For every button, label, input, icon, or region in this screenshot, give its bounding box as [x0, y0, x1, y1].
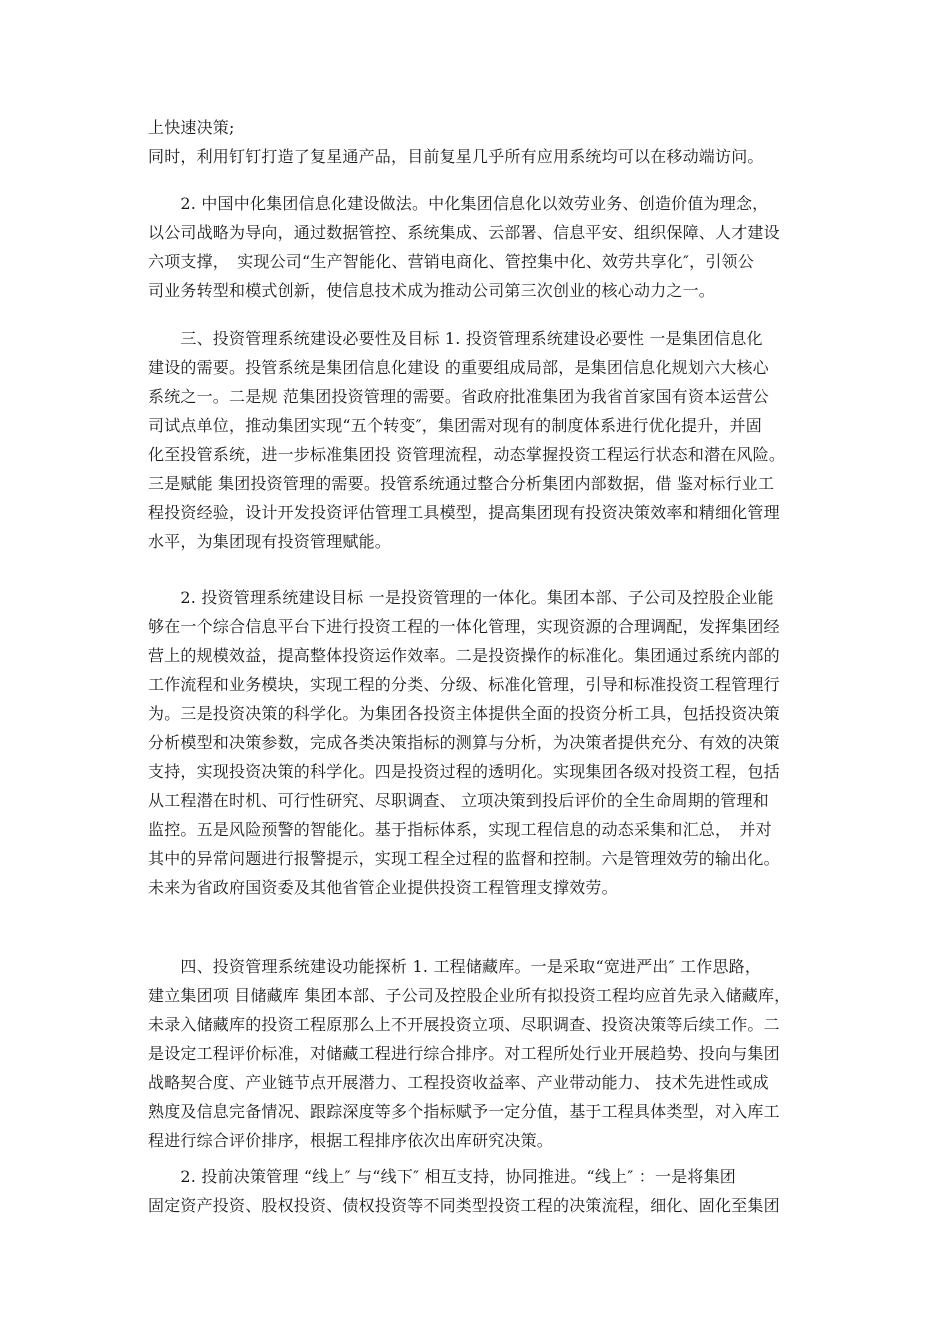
paragraph-1 [148, 113, 764, 171]
text-line: 水平，为集团现有投资管理赋能。 [148, 532, 392, 551]
text-line: 三是赋能 集团投资管理的需要。投管系统通过整合分析集团内部数据，借 鉴对标行业工 [148, 474, 775, 493]
text-line: 支持，实现投资决策的科学化。四是投资过程的透明化。实现集团各级对投资工程，包括 [148, 762, 780, 781]
text-line: 上快速决策; [148, 118, 235, 137]
text-line: 系统之一。二是规 范集团投资管理的需要。省政府批准集团为我省首家国有资本运营公 [148, 387, 769, 406]
text-line: 从工程潜在时机、可行性研究、尽职调查、 立项决策到投后评价的全生命周期的管理和 [148, 791, 769, 810]
text-line: 司试点单位，推动集团实现“五个转变″，集团需对现有的制度体系进行优化提升，并固 [148, 416, 762, 435]
text-line: 为。三是投资决策的科学化。为集团各投资主体提供全面的投资分析工具，包括投资决策 [148, 704, 780, 723]
text-line: 建设的需要。投管系统是集团信息化建设 的重要组成局部，是集团信息化规划六大核心 [148, 358, 769, 377]
text-line: 营上的规模效益，提高整体投资运作效率。二是投资操作的标准化。集团通过系统内部的 [148, 646, 780, 665]
text-line: 程投资经验，设计开发投资评估管理工具模型，提高集团现有投资决策效率和精细化管理 [148, 503, 780, 522]
paragraph-4 [148, 583, 780, 902]
text-line: 司业务转型和模式创新，使信息技术成为推动公司第三次创业的核心动力之一。 [148, 281, 716, 300]
paragraph-5 [148, 952, 790, 1155]
text-line: 其中的异常问题进行报警提示，实现工程全过程的监督和控制。六是管理效劳的输出化。 [148, 849, 780, 868]
text-line: 建立集团项 目储藏库 集团本部、子公司及控股企业所有拟投资工程均应首先录入储藏库， [148, 986, 791, 1005]
text-line: 程进行综合评价排序，根据工程排序依次出库研究决策。 [148, 1131, 554, 1150]
text-line: 2. 投资管理系统建设目标 一是投资管理的一体化。集团本部、子公司及控股企业能 [148, 588, 774, 607]
text-line: 监控。五是风险预警的智能化。基于指标体系，实现工程信息的动态采集和汇总， 并对 [148, 820, 772, 839]
text-line: 熟度及信息完备情况、跟踪深度等多个指标赋予一定分值，基于工程具体类型，对入库工 [148, 1102, 780, 1121]
text-line: 是设定工程评价标准，对储藏工程进行综合排序。对工程所处行业开展趋势、投向与集团 [148, 1044, 780, 1063]
text-line: 三、投资管理系统建设必要性及目标 1. 投资管理系统建设必要性 一是集团信息化 [148, 329, 763, 348]
text-line: 化至投管系统，进一步标准集团投 资管理流程，动态掌握投资工程运行状态和潜在风险。 [148, 445, 786, 464]
text-line: 未录入储藏库的投资工程原那么上不开展投资立项、尽职调查、投资决策等后续工作。二 [148, 1015, 780, 1034]
text-line: 固定资产投资、股权投资、债权投资等不同类型投资工程的决策流程，细化、固化至集团 [148, 1196, 780, 1215]
text-line: 分析模型和决策参数，完成各类决策指标的测算与分析，为决策者提供充分、有效的决策 [148, 733, 780, 752]
text-line: 同时，利用钉钉打造了复星通产品，目前复星几乎所有应用系统均可以在移动端访问。 [148, 147, 764, 166]
text-line: 2. 中国中化集团信息化建设做法。中化集团信息化以效劳业务、创造价值为理念， [148, 194, 769, 213]
text-line: 够在一个综合信息平台下进行投资工程的一体化管理，实现资源的合理调配，发挥集团经 [148, 617, 780, 636]
text-line: 六项支撑， 实现公司“生产智能化、营销电商化、管控集中化、效劳共享化″，引领公 [148, 252, 754, 271]
text-line: 未来为省政府国资委及其他省管企业提供投资工程管理支撑效劳。 [148, 878, 618, 897]
text-line: 战略契合度、产业链节点开展潜力、工程投资收益率、产业带动能力、 技术先进性或成 [148, 1073, 769, 1092]
paragraph-2 [148, 189, 780, 305]
text-line: 四、投资管理系统建设功能探析 1. 工程储藏库。一是采取“宽进严出″ 工作思路， [148, 957, 762, 976]
paragraph-6 [148, 1162, 780, 1220]
text-line: 工作流程和业务模块，实现工程的分类、分级、标准化管理，引导和标准投资工程管理行 [148, 675, 780, 694]
text-line: 2. 投前决策管理 “线上″ 与“线下″ 相互支持，协同推进。“线上″ ：一是将集团 [148, 1167, 736, 1186]
text-line: 以公司战略为导向，通过数据管控、系统集成、云部署、信息平安、组织保障、人才建设 [148, 223, 780, 242]
paragraph-3 [148, 324, 785, 556]
